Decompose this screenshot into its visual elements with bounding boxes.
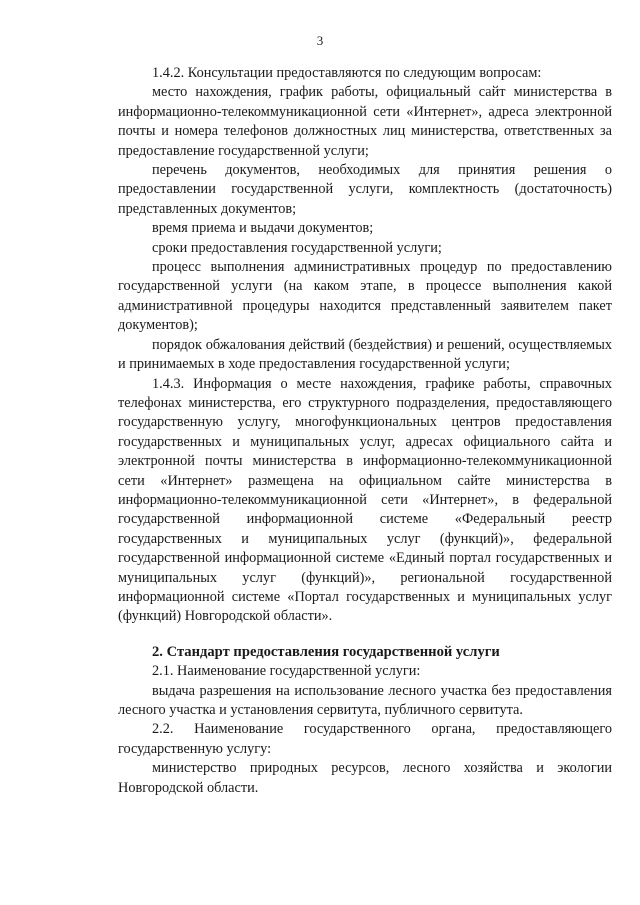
paragraph-document-list: перечень документов, необходимых для принятия решения о предоставлении государственной услуги, комплектность (достаточность) представленных документов;: [118, 162, 612, 217]
paragraph-reception-time: время приема и выдачи документов;: [152, 220, 374, 237]
paragraph-service-name: выдача разрешения на использование лесного участка без предоставления лесного участка и установления сервитута, публичного сервитута.: [118, 682, 612, 718]
paragraph-1-4-3: 1.4.3. Информация о месте нахождения, графике работы, справочных телефонах министерства, его структурного подразделения, предоставляющего государственную услугу, многофункциональных центров предоставления государственных и муниципальных услуг, адресах официального сайта и электронной почты министерства в информационно-телекоммуникационной сети «Интернет» размещена на официальном сайте министерства в информационно-телекоммуникационной сети «Интернет», в федеральной государственной информационной системе «Федеральный реестр государственных и муниципальных услуг (функций)», федеральной государственной информационной системе «Единый портал государственных и муниципальных услуг (функций)», региональной государственной информационной системе «Портал государственных и муниципальных услуг (функций) Новгородской области».: [118, 375, 612, 625]
paragraph-service-terms: сроки предоставления государственной услуги;: [152, 239, 442, 256]
paragraph-2-1: 2.1. Наименование государственной услуги:: [152, 663, 421, 680]
paragraph-2-2: 2.2. Наименование государственного органа, предоставляющего государственную услугу:: [118, 721, 612, 757]
section-heading: 2. Стандарт предоставления государственной услуги: [152, 643, 500, 660]
paragraph-procedure-process: процесс выполнения административных процедур по предоставлению государственной услуги (на каком этапе, в процессе выполнения какой административной процедуры находится представленный заявителем пакет документов);: [118, 259, 612, 334]
document-body: [118, 64, 612, 798]
page-number: 3: [316, 33, 324, 48]
paragraph-1-4-2: 1.4.2. Консультации предоставляются по следующим вопросам:: [152, 65, 542, 81]
paragraph-location-schedule: место нахождения, график работы, официальный сайт министерства в информационно-телекоммуникационной сети «Интернет», адреса электронной почты и номера телефонов должностных лиц министерства, ответственных за предоставление государственной услуги;: [118, 84, 612, 159]
paragraph-ministry-name: министерство природных ресурсов, лесного хозяйства и экологии Новгородской области.: [118, 760, 612, 796]
paragraph-appeal-procedure: порядок обжалования действий (бездействия) и решений, осуществляемых и принимаемых в ходе предоставления государственной услуги;: [118, 336, 612, 373]
